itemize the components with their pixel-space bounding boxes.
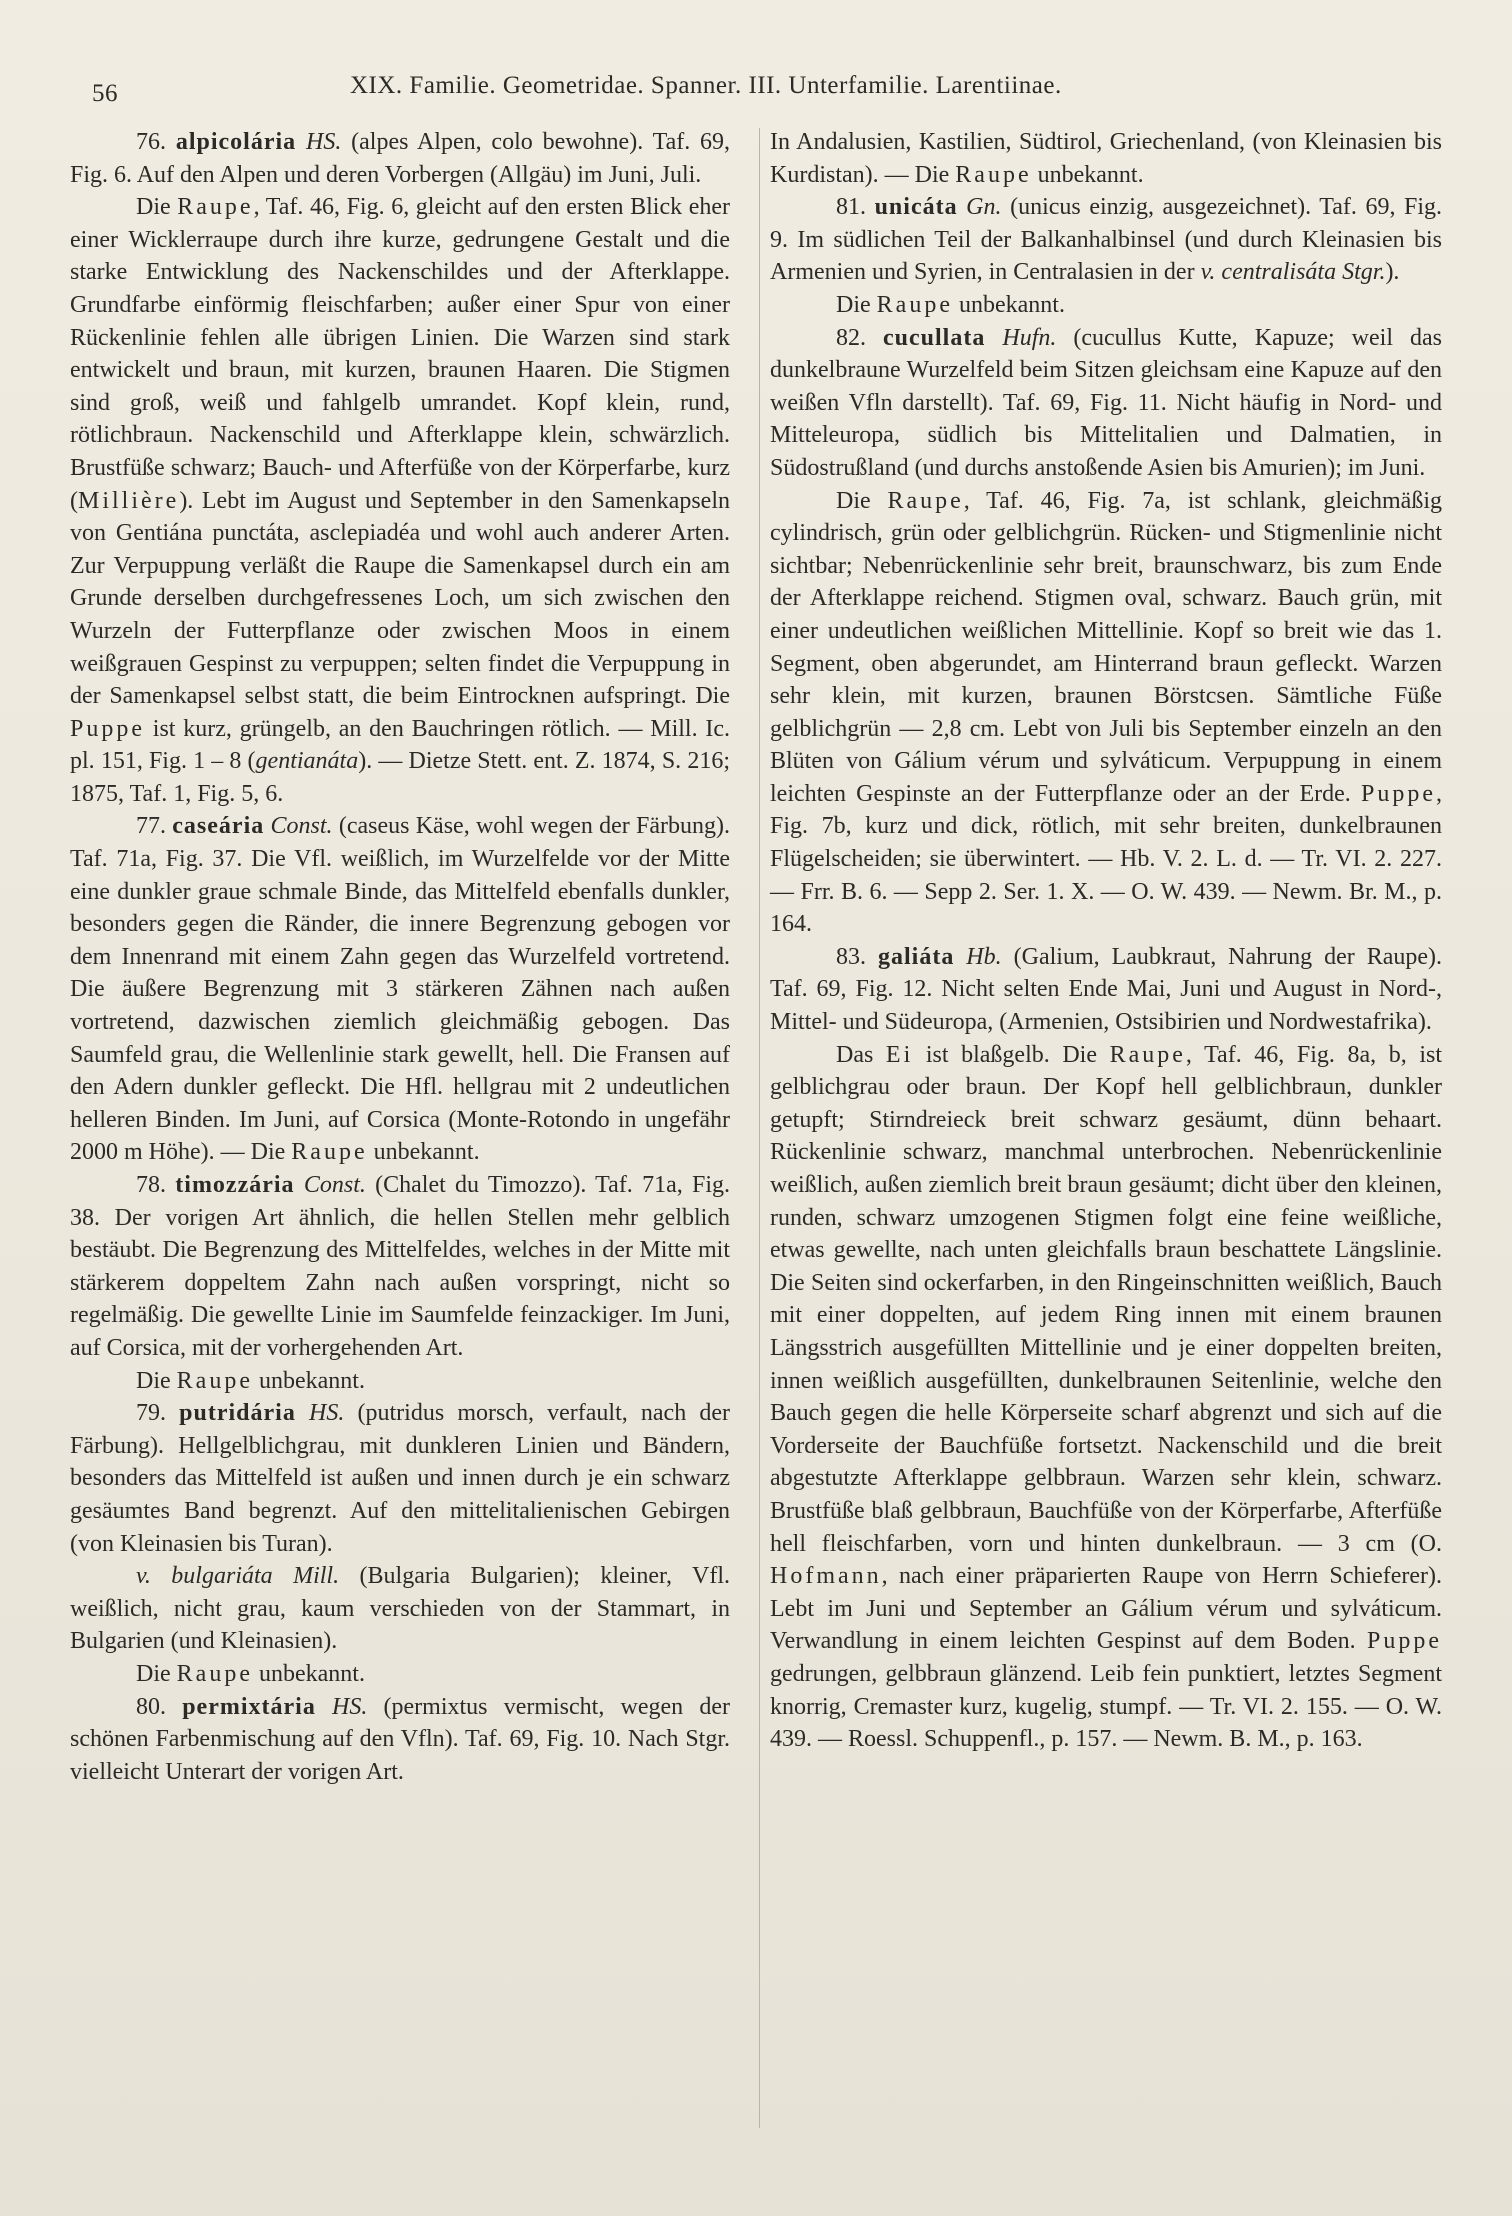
species-name: unicáta	[874, 194, 958, 221]
entry-82-larva: Die Raupe, Taf. 46, Fig. 7a, ist schlank, gleichmäßig cylindrisch, grün oder gelblichgrün. Rücken- und Stigmenlinie nicht sichtbar; Nebenrückenlinie sehr breit, braunschwarz, bis zum Ende der Afterklappe reichend. Stigmen oval, schwarz. Bauch grün, mit einer undeutlichen weißlichen Mittellinie. Kopf so breit wie das 1. Segment, oben abgerundet, am Hinterrand braun gefleckt. Warzen sehr klein, mit kurzen, braunen Börstcsen. Sämtliche Füße gelblichgrün — 2,8 cm. Lebt von Juli bis September einzeln an den Blüten von Gálium vérum und sylváticum. Verpuppung in einem leichten Gespinste an der Futterpflanze oder an der Erde. Puppe, Fig. 7b, kurz und dick, rötlich, mit sehr breiten, dunkelbraunen Flügelscheiden; sie überwintert. — Hb. V. 2. L. d. — Tr. VI. 2. 227. — Frr. B. 6. — Sepp 2. Ser. 1. X. — O. W. 439. — Newm. Br. M., p. 164.	[770, 487, 1443, 938]
entry-83: 83. galiáta Hb. (Galium, Laubkraut, Nahrung der Raupe). Taf. 69, Fig. 12. Nicht selten Ende Mai, Juni und August in Nord-, Mittel- und Südeuropa, (Armenien, Ostsibirien und Nordwestafrika).	[770, 943, 1443, 1036]
species-name: caseária	[172, 813, 265, 840]
entry-79-larva: Die Raupe unbekannt.	[136, 1660, 365, 1687]
species-author: Gn.	[966, 194, 1002, 221]
running-title: XIX. Familie. Geometridae. Spanner. III. Unterfamilie. Larentiinae.	[350, 72, 1062, 99]
column-divider	[759, 128, 760, 2128]
species-name: alpicolária	[175, 129, 297, 155]
entry-81: 81. unicáta Gn. (unicus einzig, ausgezeichnet). Taf. 69, Fig. 9. Im südlichen Teil der Balkanhalbinsel (und durch Kleinasien bis Armenien und Syrien, in Centralasien in der v. centralisáta Stgr.).	[770, 194, 1443, 286]
entry-76-larva: Die Raupe, Taf. 46, Fig. 6, gleicht auf den ersten Blick eher einer Wicklerraupe durch ihre kurze, gedrungene Gestalt und die starke Entwicklung des Nackenschildes und der Afterklappe. Grundfarbe einförmig fleischfarben; außer einer Spur von einer Rückenlinie fehlen alle übrigen Linien. Die Warzen sind stark entwickelt und braun, mit kurzen, braunen Haaren. Die Stigmen sind groß, weiß und fahlgelb umrandet. Kopf klein, rund, rötlichbraun. Nackenschild und Afterklappe klein, schwärzlich. Brustfüße schwarz; Bauch- und Afterfüße von der Körperfarbe, kurz (Millière). Lebt im August und September in den Samenkapseln von Gentiána punctáta, asclepiadéa und wohl auch anderer Arten. Zur Verpuppung verläßt die Raupe die Samenkapsel durch ein am Grunde derselben durchgefressenes Loch, um sich zwischen den Wurzeln der Futterpflanze oder zwischen Moos in einem weißgrauen Gespinst zu verpuppen; selten findet die Verpuppung in der Samenkapsel selbst statt, die beim Eintrocknen aufspringt. Die Puppe ist kurz, grüngelb, an den Bauchringen rötlich. — Mill. Ic. pl. 151, Fig. 1 – 8 (gentianáta). — Dietze Stett. ent. Z. 1874, S. 216; 1875, Taf. 1, Fig. 5, 6.	[70, 194, 731, 807]
right-column	[770, 126, 1442, 1756]
entry-81-larva: Die Raupe unbekannt.	[836, 291, 1065, 318]
entry-82: 82. cucullata Hufn. (cucullus Kutte, Kapuze; weil das dunkelbraune Wurzelfeld beim Sitzen gleichsam eine Kapuze auf den weißen Vfln darstellt). Taf. 69, Fig. 11. Nicht häufig in Nord- und Mitteleuropa, südlich bis Mittelitalien und Dalmatien, in Südostrußland (und durchs anstoßende Asien bis Amurien); im Juni.	[770, 324, 1442, 481]
species-author: Hb.	[966, 943, 1002, 970]
entry-77: 77. caseária Const. (caseus Käse, wohl wegen der Färbung). Taf. 71a, Fig. 37. Die Vfl. weißlich, im Wurzelfelde vor der Mitte eine dunkler graue schmale Binde, das Mittelfeld ebenfalls dunkler, besonders gegen die Ränder, die innere Begrenzung gebogen vor dem Innenrand mit einem Zahn gegen das Wurzelfeld vortretend. Die äußere Begrenzung mit 3 stärkeren Zähnen nach außen vortretend, dazwischen ziemlich gleichmäßig gebogen. Das Saumfeld grau, die Wellenlinie stark gewellt, hell. Die Fransen auf den Adern dunkler gefleckt. Die Hfl. hellgrau mit 2 undeutlichen helleren Binden. Im Juni, auf Corsica (Monte-Rotondo in ungefähr 2000 m Höhe). — Die Raupe unbekannt.	[70, 813, 731, 1166]
entry-80: 80. permixtária HS. (permixtus vermischt, wegen der schönen Farbenmischung auf den Vfln). Taf. 69, Fig. 10. Nach Stgr. vielleicht Unterart der vorigen Art.	[70, 1693, 730, 1785]
species-author: HS.	[309, 1400, 345, 1427]
species-author: HS.	[332, 1693, 368, 1720]
species-name: galiáta	[877, 943, 955, 970]
entry-79-variety: v. bulgariáta Mill. (Bulgaria Bulgarien); kleiner, Vfl. weißlich, nicht grau, kaum verschieden von der Stammart, in Bulgarien (und Kleinasien).	[70, 1563, 730, 1655]
species-author: Hufn.	[1002, 324, 1057, 351]
species-name: putridária	[179, 1400, 296, 1427]
species-name: cucullata	[883, 324, 986, 351]
species-author: Const.	[270, 813, 333, 840]
species-name: permixtária	[182, 1693, 316, 1720]
page-header	[92, 68, 1422, 108]
species-name: timozzária	[175, 1172, 295, 1198]
entry-80-continued: In Andalusien, Kastilien, Südtirol, Griechenland, (von Kleinasien bis Kurdistan). — Die Raupe unbekannt.	[770, 129, 1442, 188]
entry-76: 76. alpicolária HS. (alpes Alpen, colo bewohne). Taf. 69, Fig. 6. Auf den Alpen und deren Vorbergen (Allgäu) im Juni, Juli.	[70, 129, 731, 188]
page-number: 56	[92, 80, 118, 107]
entry-78: 78. timozzária Const. (Chalet du Timozzo). Taf. 71a, Fig. 38. Der vorigen Art ähnlich, die hellen Stellen mehr gelblich bestäubt. Die Begrenzung des Mittelfeldes, welches in der Mitte mit stärkerem doppeltem Zahn nach außen vorspringt, nicht so regelmäßig. Die gewellte Linie im Saumfelde feinzackiger. Im Juni, auf Corsica, mit der vorhergehenden Art.	[70, 1172, 731, 1361]
entry-83-larva: Das Ei ist blaßgelb. Die Raupe, Taf. 46, Fig. 8a, b, ist gelblichgrau oder braun. Der Kopf hell gelblichbraun, dunkler getupft; Stirndreieck breit schwarz gesäumt, dünn behaart. Rückenlinie schwarz, manchmal unterbrochen. Nebenrückenlinie weißlich, außen ziemlich breit braun gesäumt; dicht über den kleinen, runden, schwarz umzogenen Stigmen folgt eine feine weißliche, etwas gewellte, nach unten gleichfalls braun beschattete Längslinie. Die Seiten sind ockerfarben, in den Ringeinschnitten weißlich, Bauch mit einer doppelten, auf jedem Ring innen mit einem braunen Längsstrich ausgefüllten Mittellinie und je einer doppelten breiten, innen weißlich ausgefüllten, dunkelbraunen Seitenlinie, welche den Bauch gegen die helle Körperseite scharf abgrenzt und sich auf die Vorderseite der Bauchfüße fortsetzt. Nackenschild und die breit abgestutzte Afterklappe gelbbraun. Warzen sehr klein, schwarz. Brustfüße blaß gelbbraun, Bauchfüße von der Körperfarbe, Afterfüße hell fleischfarben, vorn und hinten dunkelbraun. — 3 cm (O. Hofmann, nach einer präparierten Raupe von Herrn Schieferer). Lebt im Juni und September an Gálium vérum und sylváticum. Verwandlung in einem leichten Gespinst auf dem Boden. Puppe gedrungen, gelbbraun glänzend. Leib fein punktiert, letztes Segment knorrig, Cremaster kurz, kugelig, stumpf. — Tr. VI. 2. 155. — O. W. 439. — Roessl. Schuppenfl., p. 157. — Newm. B. M., p. 163.	[770, 1041, 1442, 1753]
species-author: HS.	[305, 129, 342, 155]
left-column	[70, 126, 730, 1788]
entry-79: 79. putridária HS. (putridus morsch, verfault, nach der Färbung). Hellgelblichgrau, mit dunkleren Linien und Bändern, besonders das Mittelfeld ist außen und innen durch je ein schwarz gesäumtes Band begrenzt. Auf den mittelitalienischen Gebirgen (von Kleinasien bis Turan).	[70, 1400, 731, 1557]
entry-78-larva: Die Raupe unbekannt.	[136, 1367, 365, 1394]
species-author: Const.	[303, 1172, 366, 1198]
